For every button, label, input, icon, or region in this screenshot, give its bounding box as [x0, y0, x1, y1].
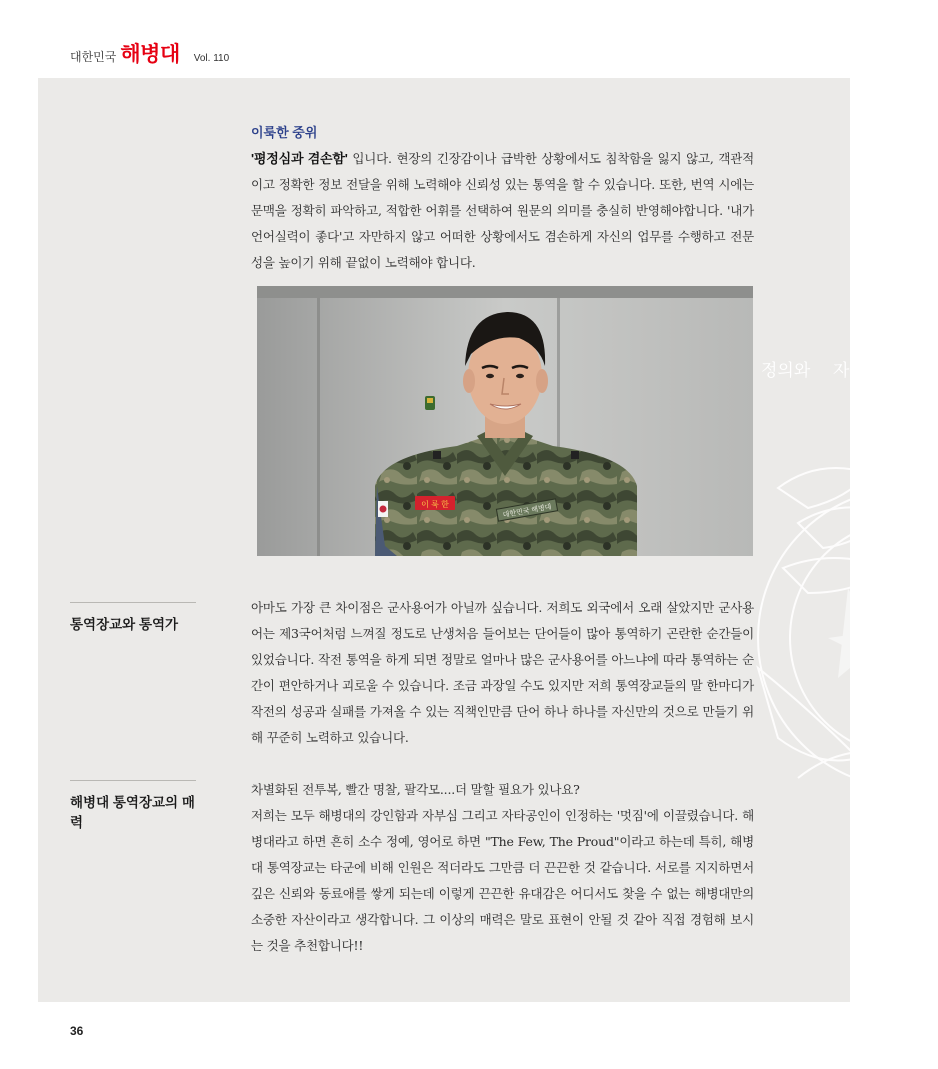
- magazine-brand: 해병대: [120, 43, 180, 66]
- name-tag-text: 이 룩 한: [421, 500, 449, 509]
- intro-lead: '평정심과 겸손함': [251, 151, 348, 166]
- intro-text: 입니다. 현장의 긴장감이나 급박한 상황에서도 침착함을 잃지 않고, 객관적이고 정확한 정보 전달을 위해 노력해야 신뢰성 있는 통역을 할 수 있습니다. 또한, 번역 시에는 문맥을 정확히 파악하고, 적합한 어휘를 선택하여 원문의 의미를 충실히 반영해야합니다. '내가 언어실력이 좋다'고 자만하지 않고 어떠한 상황에서도 겸손하게 자신의 업무를 수행하고 전문성을 높이기 위해 끝없이 노력해야 합니다.: [251, 151, 754, 270]
- marine-emblem-watermark: [738, 338, 938, 858]
- charm-paragraph: [251, 777, 754, 959]
- charm-text: 저희는 모두 해병대의 강인함과 자부심 그리고 자타공인이 인정하는 '멋짐'에 이끌렸습니다. 해병대라고 하면 흔히 소수 정예, 영어로 하면 "The Few, The Proud"이라고 하는데 특히, 해병대 통역장교는 타군에 비해 인원은 적더라도 그만큼 더 끈끈한 것 같습니다. 서로를 지지하면서 깊은 신뢰와 동료애를 쌓게 되는데 이렇게 끈끈한 유대감은 어디서도 찾을 수 없는 해병대만의 소중한 자산이라고 생각합니다. 그 이상의 매력은 말로 표현이 안될 것 같아 직접 경험해 보시는 것을 추천합니다!!: [251, 808, 754, 953]
- section-label-charm: 해병대 통역장교의 매력: [70, 780, 196, 831]
- emblem-motto-2: 자유: [833, 361, 866, 380]
- content-panel: [38, 78, 866, 1002]
- emblem-motto-1: 정의와: [761, 361, 811, 380]
- unit-patch-text: 대한민국 해병대: [502, 503, 553, 520]
- intro-paragraph: [251, 146, 754, 276]
- magazine-prefix: 대한민국: [70, 50, 117, 64]
- charm-line-1: 차별화된 전투복, 빨간 명찰, 팔각모....더 말할 필요가 있나요?: [251, 782, 580, 797]
- interviewee-name: 이룩한 중위: [251, 125, 318, 140]
- issue-volume: Vol. 110: [193, 53, 230, 64]
- interpreter-paragraph: [251, 595, 754, 751]
- portrait-photo: [257, 286, 753, 556]
- interpreter-text: 아마도 가장 큰 차이점은 군사용어가 아닐까 싶습니다. 저희도 외국에서 오래 살았지만 군사용어는 제3국어처럼 느껴질 정도로 난생처음 들어보는 단어들이 많아 통역하기 곤란한 순간들이 있었습니다. 작전 통역을 하게 되면 정말로 얼마나 많은 군사용어를 아느냐에 따라 통역하는 순간이 편안하거나 괴로울 수 있습니다. 조금 과장일 수도 있지만 저희 통역장교들의 말 한마디가 작전의 성공과 실패를 가져올 수 있는 직책인만큼 단어 하나 하나를 자신만의 것으로 만들기 위해 꾸준히 노력하고 있습니다.: [251, 600, 754, 745]
- portrait-illustration: [257, 286, 753, 556]
- section-label-interpreter: 통역장교와 통역가: [70, 602, 196, 633]
- masthead: [70, 38, 229, 70]
- page-number: 36: [70, 1024, 84, 1038]
